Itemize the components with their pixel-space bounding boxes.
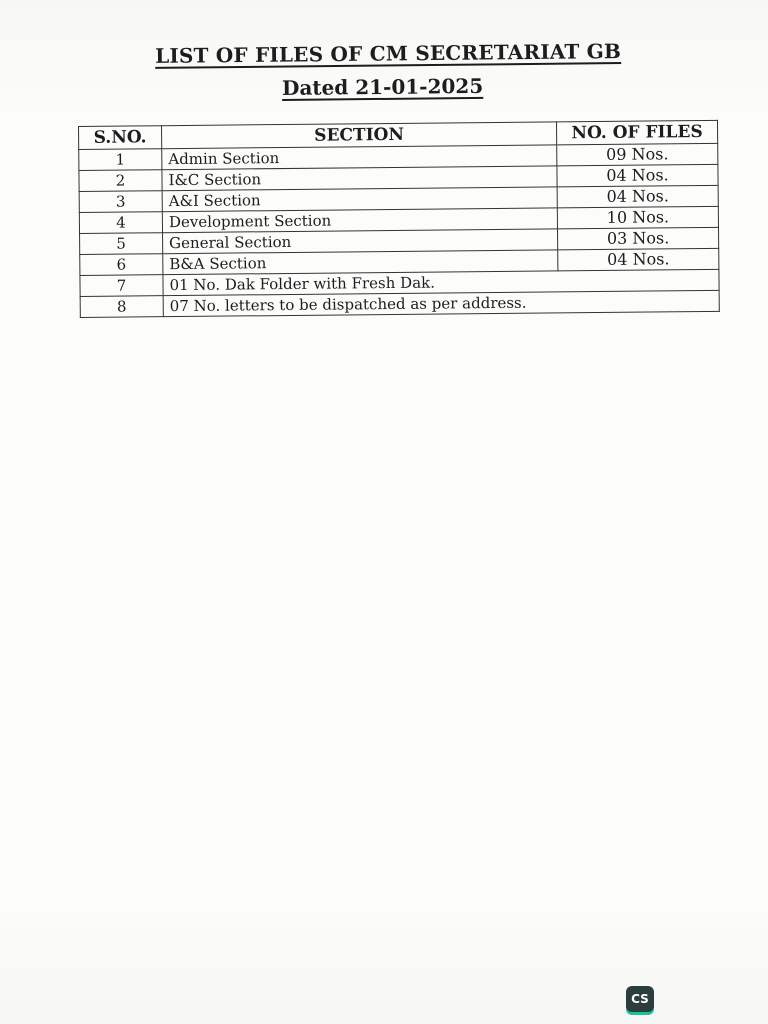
row-files: 04 Nos. <box>557 185 718 208</box>
note-sno: 8 <box>80 296 163 318</box>
row-sno: 2 <box>79 170 162 192</box>
row-files: 09 Nos. <box>557 143 718 166</box>
row-sno: 5 <box>80 233 163 255</box>
files-table <box>78 120 720 318</box>
camscanner-logo-icon: CS <box>626 986 654 1012</box>
row-sno: 3 <box>79 191 162 213</box>
note-text: 01 No. Dak Folder with Fresh Dak. <box>163 269 719 295</box>
row-sno: 1 <box>79 149 162 171</box>
row-sno: 4 <box>79 212 162 234</box>
document-title: LIST OF FILES OF CM SECRETARIAT GB <box>154 39 622 68</box>
note-text: 07 No. letters to be dispatched as per address. <box>163 290 719 316</box>
document-date: Dated 21-01-2025 <box>281 73 484 100</box>
header-section: SECTION <box>162 122 557 149</box>
row-files: 10 Nos. <box>557 206 718 229</box>
row-files: 03 Nos. <box>558 227 719 250</box>
row-section: General Section <box>163 229 558 254</box>
row-section: Development Section <box>162 208 557 233</box>
row-section: A&I Section <box>162 187 557 212</box>
row-files: 04 Nos. <box>558 248 719 271</box>
header-sno: S.NO. <box>79 126 162 150</box>
row-sno: 6 <box>80 254 163 276</box>
row-section: B&A Section <box>163 250 558 275</box>
header-files: NO. OF FILES <box>556 120 717 145</box>
note-sno: 7 <box>80 275 163 297</box>
row-section: Admin Section <box>162 145 557 170</box>
row-section: I&C Section <box>162 166 557 191</box>
row-files: 04 Nos. <box>557 164 718 187</box>
